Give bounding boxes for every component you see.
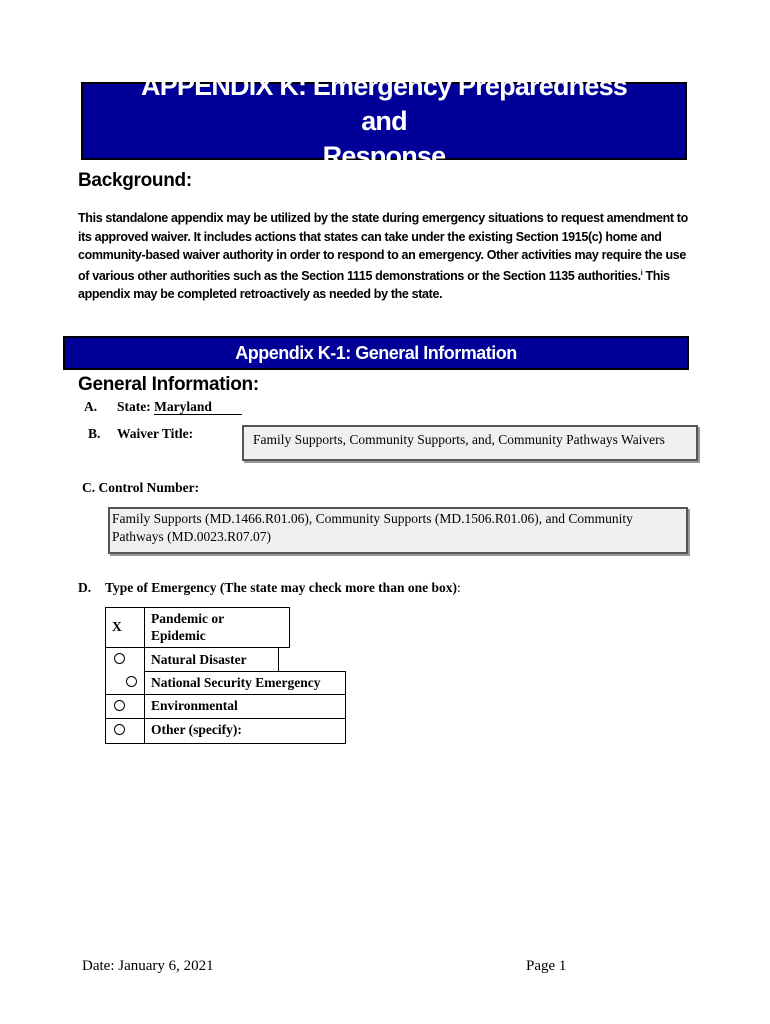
national-security-radio-cell[interactable] (105, 671, 145, 695)
footer-page-number: Page 1 (526, 958, 567, 974)
emergency-colon: : (456, 580, 461, 595)
footer-date: Date: January 6, 2021 (82, 958, 214, 974)
national-security-label-cell (144, 671, 346, 695)
environmental-label: Environmental (151, 698, 238, 713)
background-text: This standalone appendix may be utilized by the state during emergency situations to request amendment to its approved waiver. It includes actions that states can take under the existing Section 1915(c) home and community-based waiver authority in order to respond to an emergency. Other activities may require the use of various other authorities such as the Section 1115 demonstrations or the Section 1135 authorities. (78, 211, 688, 283)
state-value[interactable]: Maryland (154, 399, 242, 415)
pandemic-label-cell (144, 607, 290, 648)
section-k1-header: Appendix K-1: General Information (63, 336, 689, 370)
state-letter: A. (84, 399, 98, 414)
pandemic-check-mark: X (112, 619, 122, 634)
control-number-field[interactable]: Family Supports (MD.1466.R01.06), Community Supports (MD.1506.R01.06), and Community Pathways (MD.0023.R07.07) (108, 507, 688, 554)
natural-disaster-label-cell (144, 647, 279, 672)
background-text-end: This appendix may be completed retroactively as needed by the state. (78, 268, 670, 302)
environmental-radio-cell[interactable] (105, 694, 145, 719)
emergency-label: Type of Emergency (The state may check more than one box) (105, 580, 457, 595)
waiver-letter: B. (88, 426, 101, 441)
national-security-radio[interactable] (126, 676, 137, 687)
state-row (117, 399, 242, 415)
pandemic-label: Pandemic or Epidemic (151, 611, 224, 643)
environmental-radio[interactable] (114, 700, 125, 711)
natural-disaster-label: Natural Disaster (151, 652, 247, 667)
footnote-mark[interactable]: i (640, 269, 643, 277)
natural-disaster-radio-cell[interactable] (105, 647, 145, 672)
other-label-cell (144, 718, 346, 744)
background-paragraph (78, 209, 688, 304)
general-info-heading: General Information: (78, 374, 259, 395)
title-line-1: APPENDIX K: Emergency Preparedness and (141, 70, 627, 136)
natural-disaster-radio[interactable] (114, 653, 125, 664)
state-label: State: (117, 399, 151, 414)
waiver-title-field[interactable]: Family Supports, Community Supports, and, Community Pathways Waivers (242, 425, 698, 461)
control-label: Control Number: (98, 480, 200, 495)
waiver-label: Waiver Title: (117, 426, 194, 441)
environmental-label-cell (144, 694, 346, 719)
emergency-letter: D. (78, 580, 92, 595)
other-radio-cell[interactable] (105, 718, 145, 744)
emergency-row (105, 580, 461, 596)
control-letter: C. (82, 480, 96, 495)
control-row (82, 480, 199, 496)
title-line-2: Response (322, 140, 446, 171)
appendix-title (81, 70, 687, 171)
other-radio[interactable] (114, 724, 125, 735)
background-heading: Background: (78, 170, 192, 191)
other-label: Other (specify): (151, 722, 242, 737)
pandemic-checkbox[interactable] (105, 607, 145, 648)
national-security-label: National Security Emergency (151, 675, 321, 690)
